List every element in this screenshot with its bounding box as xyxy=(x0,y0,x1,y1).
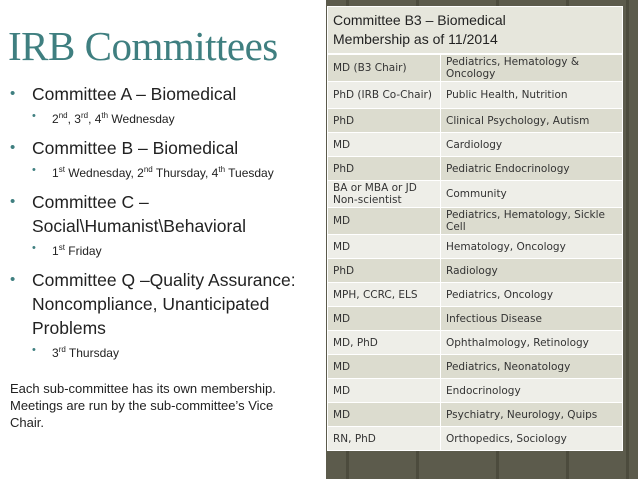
ordinal-suffix: th xyxy=(218,165,226,174)
member-specialty: Pediatrics, Hematology & Oncology xyxy=(441,55,623,82)
member-specialty: Hematology, Oncology xyxy=(441,235,623,259)
member-degree: MD xyxy=(328,355,441,379)
member-degree: PhD xyxy=(328,109,441,133)
membership-table-header xyxy=(327,6,623,54)
member-degree: PhD xyxy=(328,259,441,283)
member-degree: MD xyxy=(328,379,441,403)
table-row xyxy=(328,427,623,451)
schedule-text: Thursday xyxy=(65,346,119,360)
committee-name: Committee B – Biomedical xyxy=(32,138,239,158)
committee-schedule xyxy=(10,342,315,361)
member-specialty: Psychiatry, Neurology, Quips xyxy=(441,403,623,427)
table-row xyxy=(328,331,623,355)
page-title: IRB Committees xyxy=(8,23,278,69)
schedule-text: Tuesday xyxy=(225,166,274,180)
bullet-icon: • xyxy=(10,271,16,288)
ordinal-suffix: nd xyxy=(58,111,68,120)
committee-name: Committee A – Biomedical xyxy=(32,84,237,104)
sub-bullet-icon: • xyxy=(32,110,36,122)
ordinal-suffix: nd xyxy=(143,165,153,174)
schedule-text: Friday xyxy=(64,244,102,258)
committee-name: Committee Q –Quality Assurance: Noncompliance, Unanticipated Problems xyxy=(32,270,296,338)
sub-bullet-icon: • xyxy=(32,242,36,254)
table-row xyxy=(328,208,623,235)
table-header-title: Committee B3 – Biomedical xyxy=(333,12,506,28)
member-degree: MD xyxy=(328,208,441,235)
member-specialty: Infectious Disease xyxy=(441,307,623,331)
member-specialty: Cardiology xyxy=(441,133,623,157)
table-row xyxy=(328,307,623,331)
member-degree: BA or MBA or JD Non-scientist xyxy=(328,181,441,208)
member-degree: MD xyxy=(328,133,441,157)
table-row xyxy=(328,403,623,427)
schedule-text: Wednesday xyxy=(108,112,175,126)
sub-bullet-icon: • xyxy=(32,344,36,356)
table-row xyxy=(328,235,623,259)
committee-item xyxy=(10,268,315,340)
member-specialty: Pediatrics, Hematology, Sickle Cell xyxy=(441,208,623,235)
member-specialty: Endocrinology xyxy=(441,379,623,403)
member-degree: MD xyxy=(328,403,441,427)
member-specialty: Public Health, Nutrition xyxy=(441,82,623,109)
table-row xyxy=(328,157,623,181)
bullet-icon: • xyxy=(10,85,16,102)
ordinal-suffix: th xyxy=(101,111,109,120)
table-row xyxy=(328,283,623,307)
committee-list xyxy=(10,82,315,370)
member-degree: MD (B3 Chair) xyxy=(328,55,441,82)
committee-schedule xyxy=(10,162,315,181)
schedule-text: , 4 xyxy=(88,112,102,126)
member-specialty: Pediatric Endocrinology xyxy=(441,157,623,181)
member-specialty: Community xyxy=(441,181,623,208)
member-specialty: Orthopedics, Sociology xyxy=(441,427,623,451)
member-degree: PhD xyxy=(328,157,441,181)
member-specialty: Radiology xyxy=(441,259,623,283)
member-degree: MD xyxy=(328,235,441,259)
ordinal-suffix: st xyxy=(58,243,65,252)
schedule-text: 3 xyxy=(52,346,59,360)
ordinal-suffix: rd xyxy=(80,111,89,120)
committee-item xyxy=(10,136,315,160)
committee-schedule xyxy=(10,108,315,127)
schedule-text: , 3 xyxy=(67,112,81,126)
member-specialty: Clinical Psychology, Autism xyxy=(441,109,623,133)
member-specialty: Ophthalmology, Retinology xyxy=(441,331,623,355)
sub-bullet-icon: • xyxy=(32,164,36,176)
table-header-date: Membership as of 11/2014 xyxy=(333,31,498,47)
table-row xyxy=(328,82,623,109)
member-degree: RN, PhD xyxy=(328,427,441,451)
schedule-text: 2 xyxy=(52,112,59,126)
table-row xyxy=(328,355,623,379)
schedule-text: Wednesday, 2 xyxy=(64,166,144,180)
panel-stripe xyxy=(626,0,629,479)
member-degree: MPH, CCRC, ELS xyxy=(328,283,441,307)
membership-note: Each sub-committee has its own membership. Meetings are run by the sub-committee’s Vice Chair. xyxy=(10,381,276,430)
table-row xyxy=(328,109,623,133)
bullet-icon: • xyxy=(10,193,16,210)
committee-name: Committee C – Social\Humanist\Behavioral xyxy=(32,192,246,236)
table-row xyxy=(328,379,623,403)
table-row xyxy=(328,133,623,157)
member-degree: PhD (IRB Co-Chair) xyxy=(328,82,441,109)
member-specialty: Pediatrics, Oncology xyxy=(441,283,623,307)
member-degree: MD xyxy=(328,307,441,331)
table-row xyxy=(328,55,623,82)
member-specialty: Pediatrics, Neonatology xyxy=(441,355,623,379)
committee-item xyxy=(10,190,315,238)
table-row xyxy=(328,181,623,208)
ordinal-suffix: st xyxy=(58,165,65,174)
membership-table xyxy=(327,54,623,451)
committee-item xyxy=(10,82,315,106)
committee-schedule xyxy=(10,240,315,259)
ordinal-suffix: rd xyxy=(58,345,66,354)
schedule-text: Thursday, 4 xyxy=(152,166,219,180)
schedule-text: 1 xyxy=(52,166,59,180)
member-degree: MD, PhD xyxy=(328,331,441,355)
table-row xyxy=(328,259,623,283)
schedule-text: 1 xyxy=(52,244,59,258)
bullet-icon: • xyxy=(10,139,16,156)
